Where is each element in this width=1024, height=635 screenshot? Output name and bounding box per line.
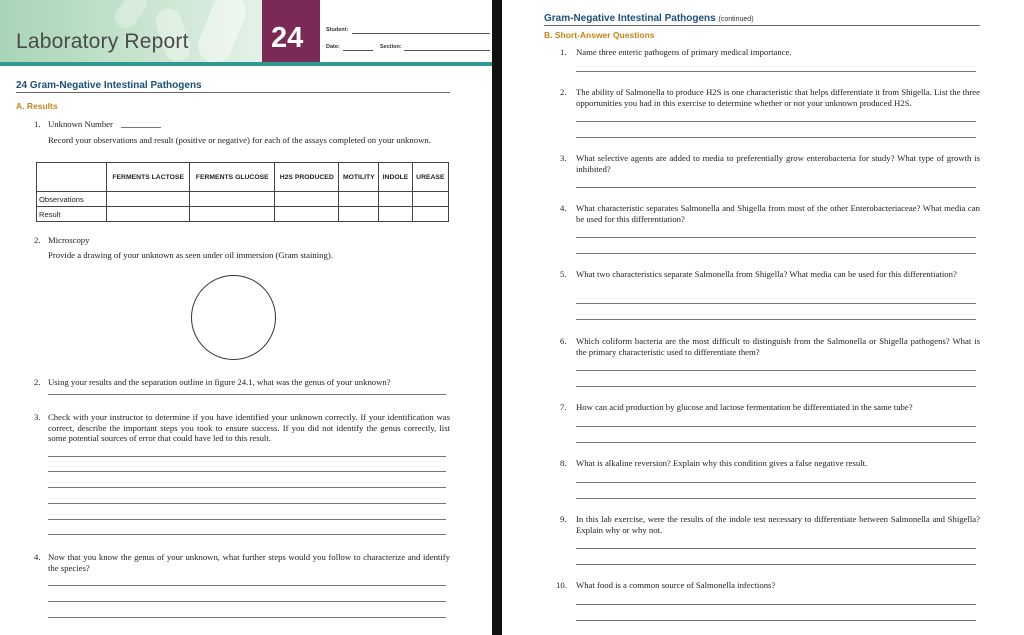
question-text: What selective agents are added to media to preferentially grow enterobacteria for study? What type of growth is inhibited? xyxy=(576,153,980,174)
answer-line[interactable] xyxy=(576,187,976,188)
bacteria-illustration xyxy=(111,0,152,33)
left-page xyxy=(0,0,492,635)
table-cell[interactable] xyxy=(379,192,412,207)
answer-line[interactable] xyxy=(576,303,976,304)
chapter-title: Gram-Negative Intestinal Pathogens xyxy=(544,13,716,24)
unknown-number-label: Unknown Number xyxy=(48,119,113,129)
answer-line[interactable] xyxy=(576,548,976,549)
table-row xyxy=(37,192,449,207)
table-cell[interactable] xyxy=(339,207,379,222)
report-title: Laboratory Report xyxy=(16,30,189,53)
table-row xyxy=(37,207,449,222)
answer-line[interactable] xyxy=(48,617,446,618)
question-text: What two characteristics separate Salmonella from Shigella? What media can be used for this differentiation? xyxy=(576,269,957,279)
divider xyxy=(16,92,450,93)
unknown-number-field[interactable] xyxy=(121,127,161,128)
date-field[interactable] xyxy=(343,50,373,51)
question-text: Using your results and the separation outline in figure 24.1, what was the genus of your unknown? xyxy=(48,377,391,387)
answer-line[interactable] xyxy=(576,604,976,605)
bacteria-illustration xyxy=(193,0,251,62)
question-number: 9. xyxy=(560,514,567,524)
table-cell[interactable] xyxy=(275,192,339,207)
table-cell[interactable] xyxy=(107,192,190,207)
answer-line[interactable] xyxy=(48,585,446,586)
table-cell[interactable] xyxy=(379,207,412,222)
question-text: What is alkaline reversion? Explain why this condition gives a false negative result. xyxy=(576,458,868,468)
answer-line[interactable] xyxy=(576,121,976,122)
row-label-result: Result xyxy=(37,207,107,222)
answer-line[interactable] xyxy=(576,71,976,72)
question-number: 4. xyxy=(34,552,41,562)
column-header-lactose: FERMENTS LACTOSE xyxy=(107,163,190,192)
results-table xyxy=(36,162,449,222)
chapter-number-block xyxy=(262,0,320,62)
table-cell[interactable] xyxy=(190,207,275,222)
question-text: Record your observations and result (positive or negative) for each of the assays completed on your unknown. xyxy=(48,135,431,145)
section-b-heading: B. Short-Answer Questions xyxy=(544,30,655,40)
question-number: 6. xyxy=(560,336,567,346)
answer-line[interactable] xyxy=(48,471,446,472)
answer-line[interactable] xyxy=(576,442,976,443)
student-label: Student: xyxy=(326,27,349,33)
question-text: What characteristic separates Salmonella and Shigella from most of the other Enterobacteriaceae? What media can be used for this differentiation? xyxy=(576,203,980,224)
date-label: Date: xyxy=(326,44,340,50)
continued-label: (continued) xyxy=(718,16,754,23)
section-field[interactable] xyxy=(404,50,490,51)
chapter-title-continued xyxy=(544,13,754,24)
answer-line[interactable] xyxy=(576,237,976,238)
answer-line[interactable] xyxy=(48,534,446,535)
question-number: 2. xyxy=(34,377,41,387)
answer-line[interactable] xyxy=(576,564,976,565)
question-number: 7. xyxy=(560,402,567,412)
question-number: 4. xyxy=(560,203,567,213)
question-number: 10. xyxy=(556,580,567,590)
divider xyxy=(544,25,980,26)
answer-line[interactable] xyxy=(48,394,446,395)
column-header-motility: MOTILITY xyxy=(339,163,379,192)
question-text: The ability of Salmonella to produce H2S is one characteristic that helps differentiate it from Shigella. List the three opportunities you had in this exercise to determine whether or not your unknown produced H2S. xyxy=(576,87,980,108)
table-header-row xyxy=(37,163,449,192)
answer-line[interactable] xyxy=(576,386,976,387)
answer-line[interactable] xyxy=(576,137,976,138)
row-label-observations: Observations xyxy=(37,192,107,207)
question-number: 5. xyxy=(560,269,567,279)
chapter-number: 24 xyxy=(271,22,304,54)
question-text: What food is a common source of Salmonella infections? xyxy=(576,580,776,590)
question-number: 3. xyxy=(34,412,41,422)
question-text: Name three enteric pathogens of primary medical importance. xyxy=(576,47,792,57)
table-cell[interactable] xyxy=(107,207,190,222)
table-cell[interactable] xyxy=(190,192,275,207)
table-cell[interactable] xyxy=(412,192,448,207)
table-cell[interactable] xyxy=(412,207,448,222)
book-spine xyxy=(492,0,502,635)
table-cell[interactable] xyxy=(339,192,379,207)
header-banner xyxy=(0,0,262,62)
answer-line[interactable] xyxy=(576,370,976,371)
column-header-glucose: FERMENTS GLUCOSE xyxy=(190,163,275,192)
answer-line[interactable] xyxy=(48,456,446,457)
answer-line[interactable] xyxy=(576,426,976,427)
chapter-title: 24 Gram-Negative Intestinal Pathogens xyxy=(16,80,202,91)
microscopy-heading: Microscopy xyxy=(48,235,90,245)
answer-line[interactable] xyxy=(48,519,446,520)
question-number: 3. xyxy=(560,153,567,163)
column-header-urease: UREASE xyxy=(412,163,448,192)
answer-line[interactable] xyxy=(48,487,446,488)
answer-line[interactable] xyxy=(576,498,976,499)
question-number: 8. xyxy=(560,458,567,468)
table-corner-cell xyxy=(37,163,107,192)
question-number: 1. xyxy=(34,119,41,129)
question-number: 2. xyxy=(560,87,567,97)
column-header-indole: INDOLE xyxy=(379,163,412,192)
answer-line[interactable] xyxy=(576,253,976,254)
header-rule xyxy=(0,62,492,66)
drawing-circle[interactable] xyxy=(191,275,276,360)
student-field[interactable] xyxy=(352,33,490,34)
question-number: 2. xyxy=(34,235,41,245)
answer-line[interactable] xyxy=(576,620,976,621)
answer-line[interactable] xyxy=(576,482,976,483)
question-text: In this lab exercise, were the results of the indole test necessary to differentiate between Salmonella and Shigella? Explain why or why not. xyxy=(576,514,980,535)
section-label: Section: xyxy=(380,44,402,50)
right-page xyxy=(502,0,1024,635)
answer-line[interactable] xyxy=(48,503,446,504)
answer-line[interactable] xyxy=(48,601,446,602)
question-text: Which coliform bacteria are the most difficult to distinguish from the Salmonella or Shigella pathogens? What is the primary characteristic used to differentiate them? xyxy=(576,336,980,357)
question-text: How can acid production by glucose and lactose fermentation be differentiated in the same tube? xyxy=(576,402,913,412)
question-text: Check with your instructor to determine if you have identified your unknown correctly. If your identification was correct, describe the important steps you took to ensure success. If you did not identify the genus correctly, list some potential sources of error that could have led to this result. xyxy=(48,412,450,443)
column-header-h2s: H2S PRODUCED xyxy=(275,163,339,192)
table-cell[interactable] xyxy=(275,207,339,222)
question-text: Provide a drawing of your unknown as seen under oil immersion (Gram staining). xyxy=(48,250,333,260)
answer-line[interactable] xyxy=(576,319,976,320)
question-text: Now that you know the genus of your unknown, what further steps would you follow to characterize and identify the species? xyxy=(48,552,450,573)
question-number: 1. xyxy=(560,47,567,57)
section-a-heading: A. Results xyxy=(16,101,58,111)
